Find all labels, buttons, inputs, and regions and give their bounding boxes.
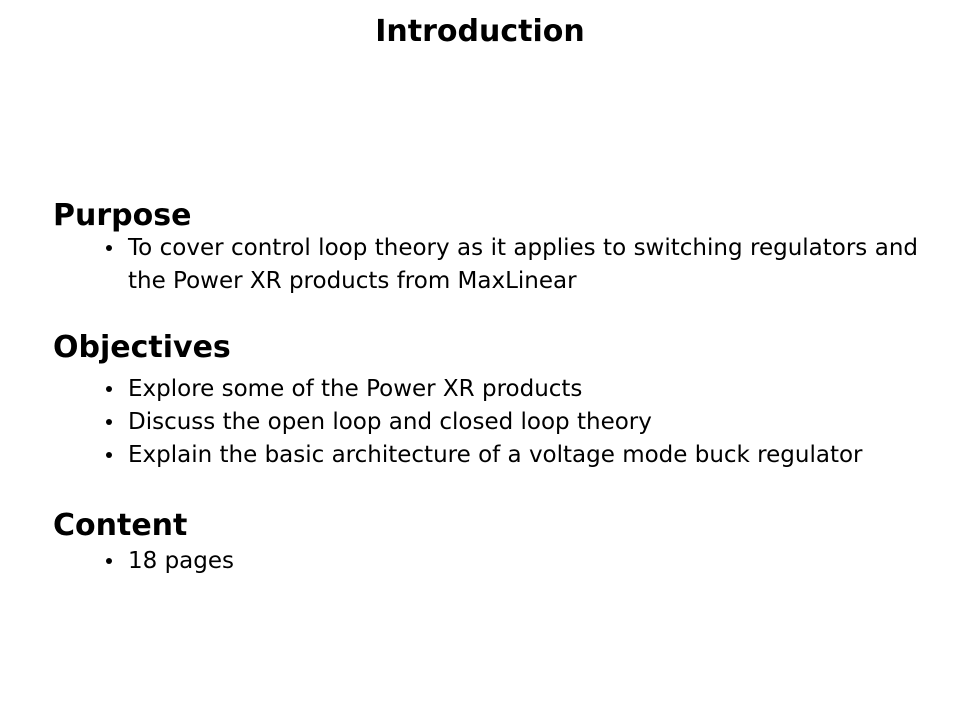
list-item [100, 373, 918, 406]
slide-title: Introduction [375, 14, 585, 49]
content-bullet-list [100, 545, 918, 578]
objectives-bullet-list [100, 373, 918, 472]
bullet-text: Explore some of the Power XR products [128, 376, 583, 402]
list-item [100, 232, 918, 298]
bullet-text: To cover control loop theory as it applies to switching regulators and the Power XR products from MaxLinear [128, 235, 918, 294]
bullet-icon [106, 452, 112, 458]
bullet-icon [106, 245, 112, 251]
section-heading-objectives: Objectives [53, 330, 231, 365]
bullet-text: 18 pages [128, 548, 235, 574]
list-item [100, 545, 918, 578]
list-item [100, 439, 918, 472]
bullet-text: Explain the basic architecture of a voltage mode buck regulator [128, 442, 863, 468]
bullet-icon [106, 419, 112, 425]
section-heading-content: Content [53, 508, 188, 543]
bullet-icon [106, 386, 112, 392]
section-heading-purpose: Purpose [53, 198, 192, 233]
bullet-text: Discuss the open loop and closed loop theory [128, 409, 652, 435]
purpose-bullet-list [100, 232, 918, 298]
bullet-icon [106, 558, 112, 564]
list-item [100, 406, 918, 439]
